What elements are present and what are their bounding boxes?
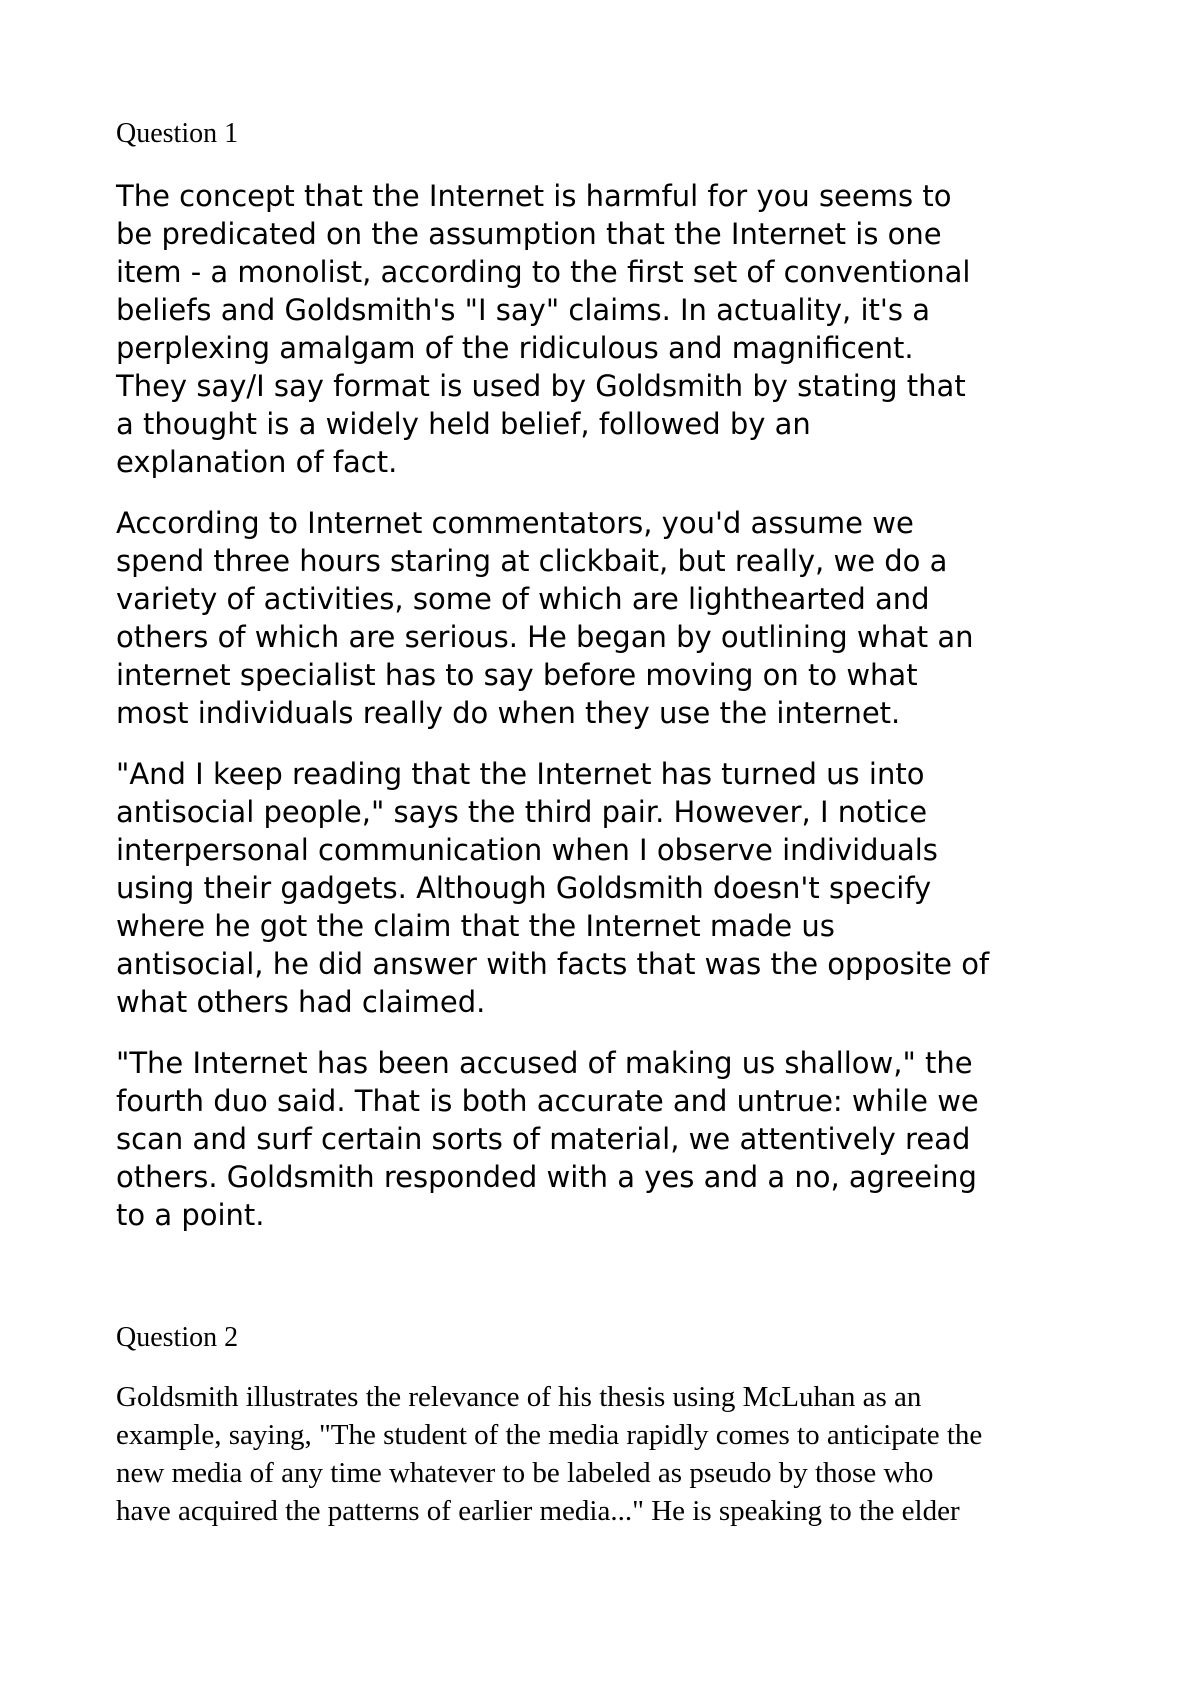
paragraph-line: scan and surf certain sorts of material, we attentively read <box>116 1122 971 1156</box>
paragraph-line: example, saying, "The student of the media rapidly comes to anticipate the <box>116 1419 983 1451</box>
paragraph-line: They say/I say format is used by Goldsmith by stating that <box>116 369 966 403</box>
paragraph-line: where he got the claim that the Internet made us <box>116 909 835 943</box>
question-1-heading: Question 1 <box>116 118 239 149</box>
paragraph-line: perplexing amalgam of the ridiculous and magnificent. <box>116 331 914 365</box>
paragraph-line: spend three hours staring at clickbait, but really, we do a <box>116 544 948 578</box>
question-2-heading: Question 2 <box>116 1322 239 1353</box>
paragraph-line: a thought is a widely held belief, followed by an <box>116 407 811 441</box>
paragraph-line: most individuals really do when they use the internet. <box>116 696 901 730</box>
paragraph-line: explanation of fact. <box>116 445 398 479</box>
paragraph-line: item - a monolist, according to the first set of conventional <box>116 255 971 289</box>
paragraph-line: "And I keep reading that the Internet has turned us into <box>116 757 925 791</box>
paragraph-line: be predicated on the assumption that the Internet is one <box>116 217 942 251</box>
paragraph-line: to a point. <box>116 1198 265 1232</box>
paragraph-line: new media of any time whatever to be labeled as pseudo by those who <box>116 1457 934 1489</box>
paragraph-line: interpersonal communication when I observe individuals <box>116 833 938 867</box>
paragraph-line: fourth duo said. That is both accurate and untrue: while we <box>116 1084 979 1118</box>
paragraph-line: antisocial, he did answer with facts that was the opposite of <box>116 947 990 981</box>
paragraph-line: Goldsmith illustrates the relevance of his thesis using McLuhan as an <box>116 1381 922 1413</box>
paragraph-line: The concept that the Internet is harmful for you seems to <box>116 179 952 213</box>
paragraph-line: using their gadgets. Although Goldsmith doesn't specify <box>116 871 932 905</box>
question-1-paragraph-3 <box>116 755 1116 1021</box>
paragraph-line: what others had claimed. <box>116 985 486 1019</box>
paragraph-line: others. Goldsmith responded with a yes and a no, agreeing <box>116 1160 977 1194</box>
paragraph-line: According to Internet commentators, you'd assume we <box>116 506 914 540</box>
question-1-paragraph-4 <box>116 1044 1116 1234</box>
paragraph-line: variety of activities, some of which are lighthearted and <box>116 582 930 616</box>
question-2-paragraph <box>116 1378 1116 1530</box>
question-1-paragraph-1 <box>116 177 1116 481</box>
paragraph-line: have acquired the patterns of earlier media..." He is speaking to the elder <box>116 1495 960 1527</box>
paragraph-line: antisocial people," says the third pair. However, I notice <box>116 795 928 829</box>
paragraph-line: internet specialist has to say before moving on to what <box>116 658 918 692</box>
paragraph-line: "The Internet has been accused of making us shallow," the <box>116 1046 973 1080</box>
question-1-paragraph-2 <box>116 504 1116 732</box>
paragraph-line: others of which are serious. He began by outlining what an <box>116 620 974 654</box>
paragraph-line: beliefs and Goldsmith's "I say" claims. In actuality, it's a <box>116 293 930 327</box>
